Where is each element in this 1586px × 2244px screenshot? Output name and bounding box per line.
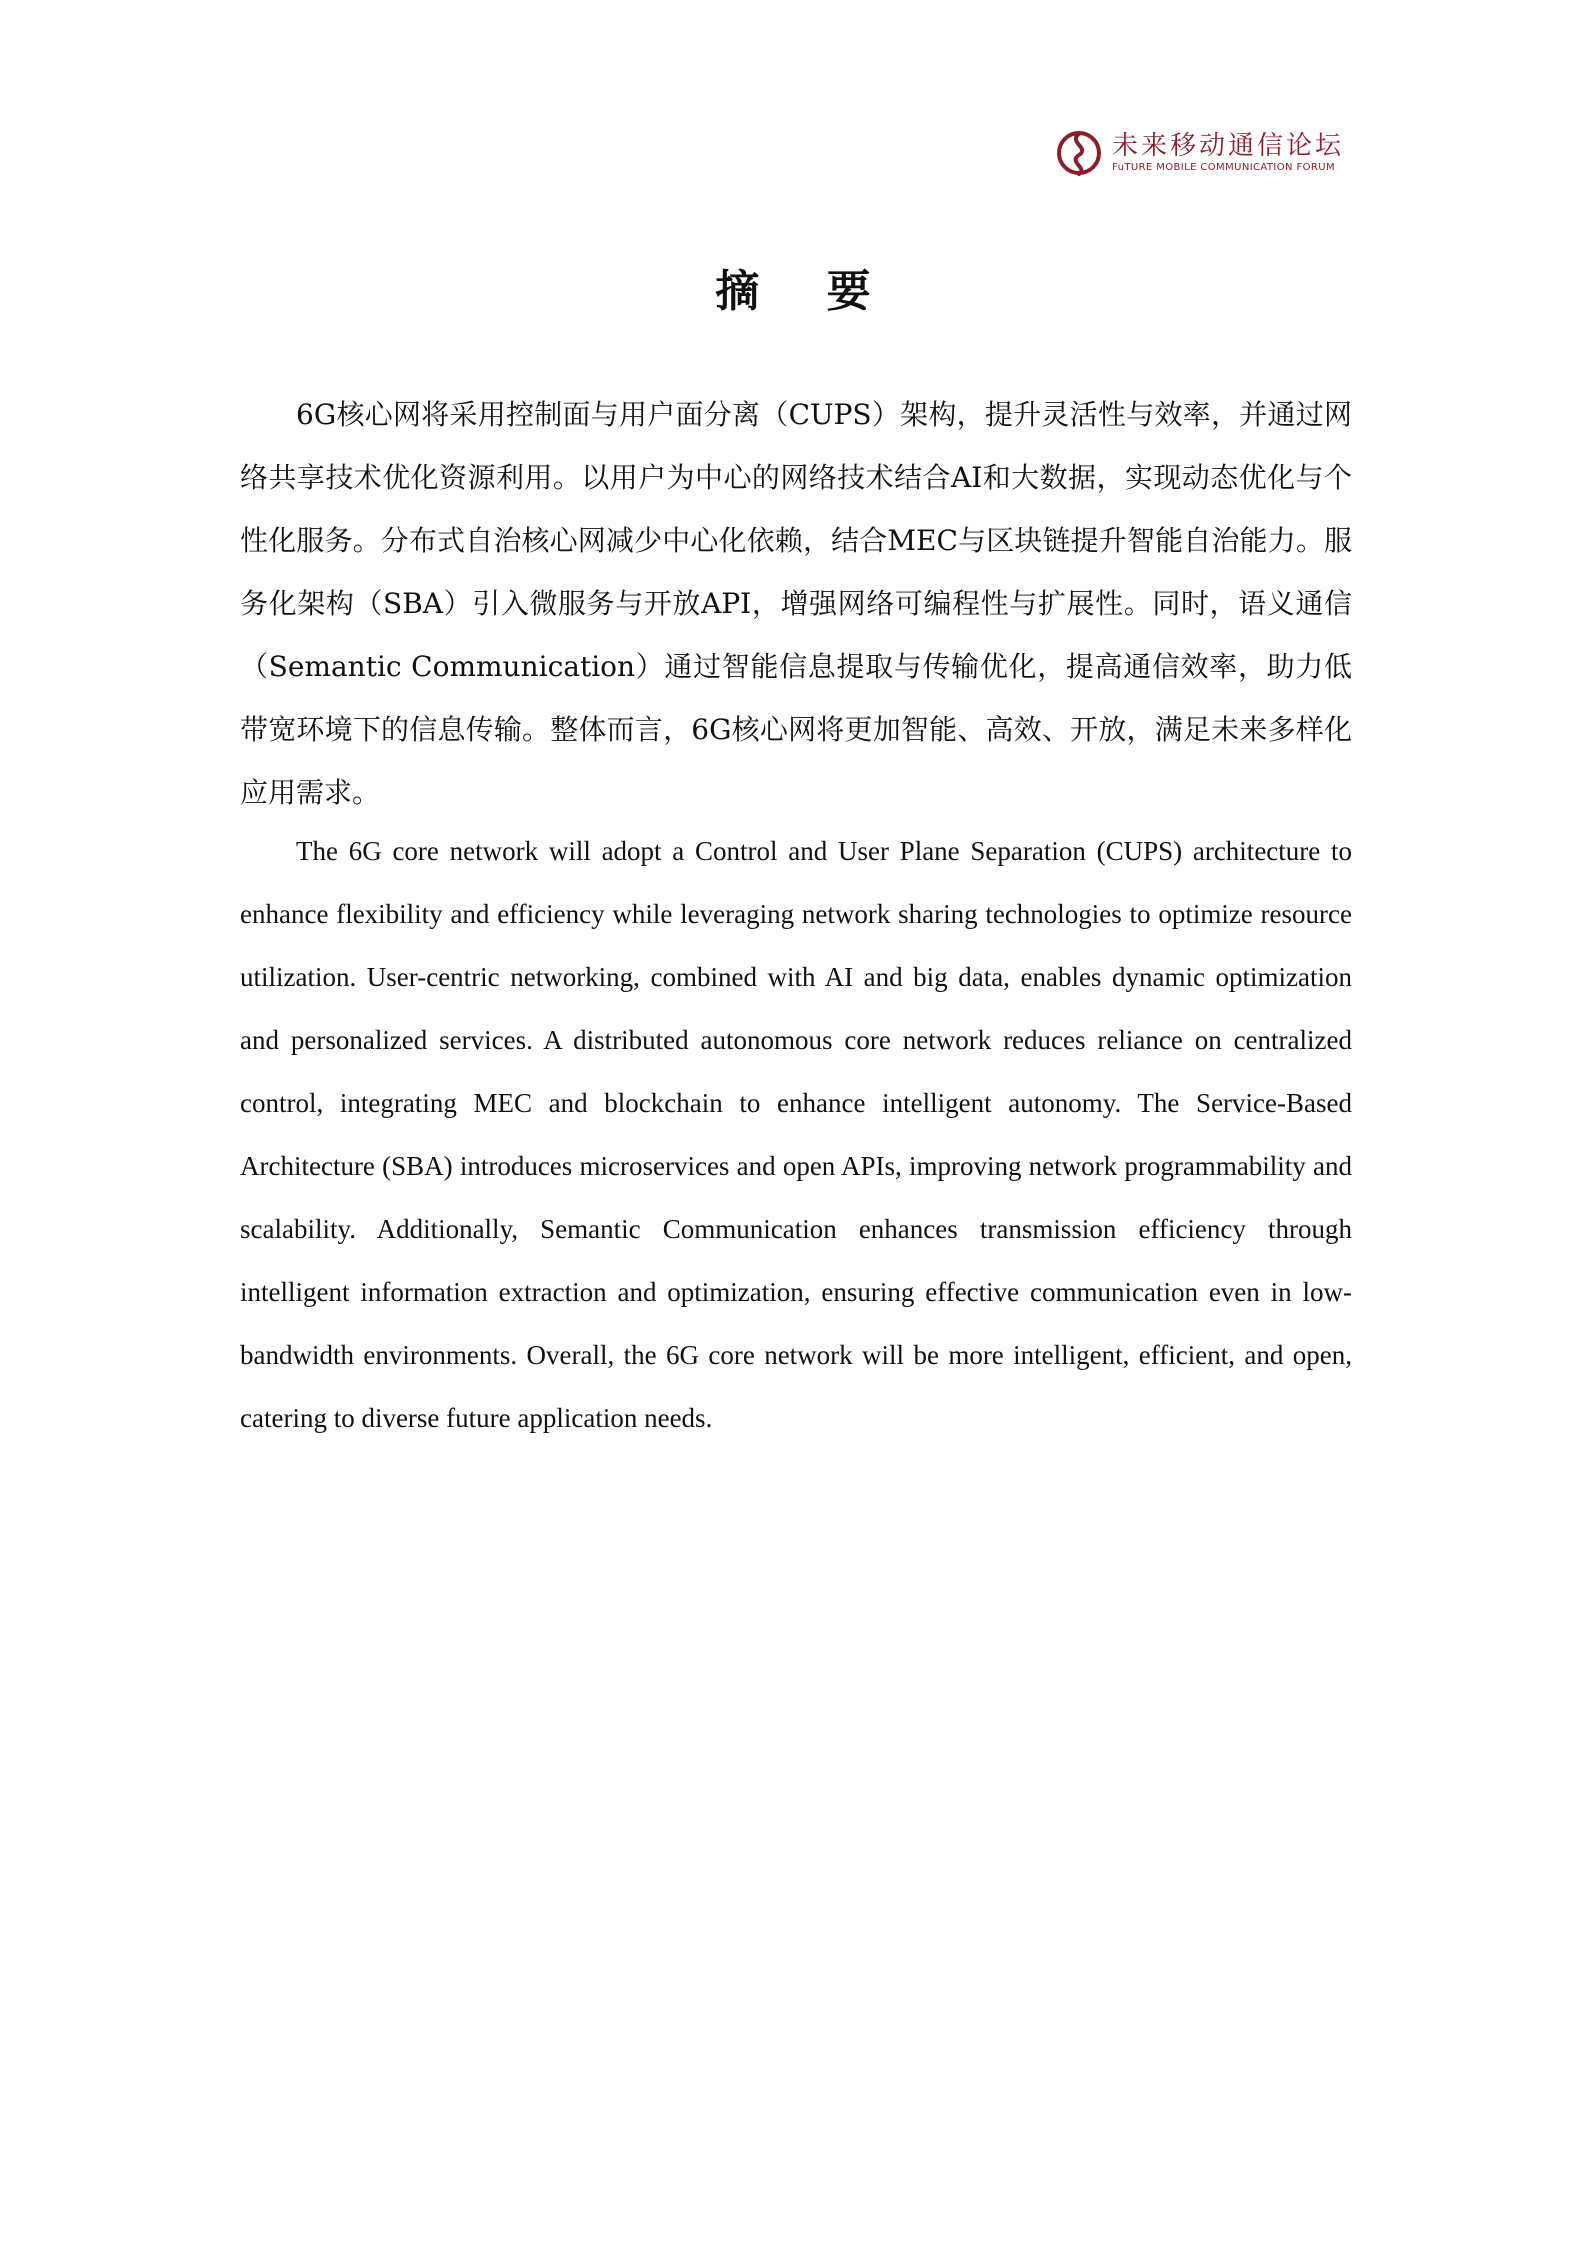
abstract-english: The 6G core network will adopt a Control and User Plane Separation (CUPS) architecture to enhance flexibility and efficiency while leveraging network sharing technologies to optimize resource utilization. User-centric networking, combined with AI and big data, enables dynamic optimization and personalized services. A distributed autonomous core network reduces reliance on centralized control, integrating MEC and blockchain to enhance intelligent autonomy. The Service-Based Architecture (SBA) introduces microservices and open APIs, improving network programmability and scalability. Additionally, Semantic Communication enhances transmission efficiency through intelligent information extraction and optimization, ensuring effective communication even in low-bandwidth environments. Overall, the 6G core network will be more intelligent, efficient, and open, catering to diverse future application needs. xyxy=(240,836,1352,1433)
logo-chinese-name: 未来移动通信论坛 xyxy=(1112,131,1345,161)
forum-logo-icon xyxy=(1054,128,1104,178)
logo-english-name: FuTURE MOBILE COMMUNICATION FORUM xyxy=(1112,162,1336,173)
logo-text xyxy=(1112,132,1344,174)
page-title: 摘 要 xyxy=(715,266,897,317)
abstract-chinese: 6G核心网将采用控制面与用户面分离（CUPS）架构，提升灵活性与效率，并通过网络共享技术优化资源利用。以用户为中心的网络技术结合AI和大数据，实现动态优化与个性化服务。分布式自治核心网减少中心化依赖，结合MEC与区块链提升智能自治能力。服务化架构（SBA）引入微服务与开放API，增强网络可编程性与扩展性。同时，语义通信（Semantic Communication）通过智能信息提取与传输优化，提高通信效率，助力低带宽环境下的信息传输。整体而言，6G核心网将更加智能、高效、开放，满足未来多样化应用需求。 xyxy=(240,398,1352,809)
forum-logo xyxy=(1054,128,1344,178)
